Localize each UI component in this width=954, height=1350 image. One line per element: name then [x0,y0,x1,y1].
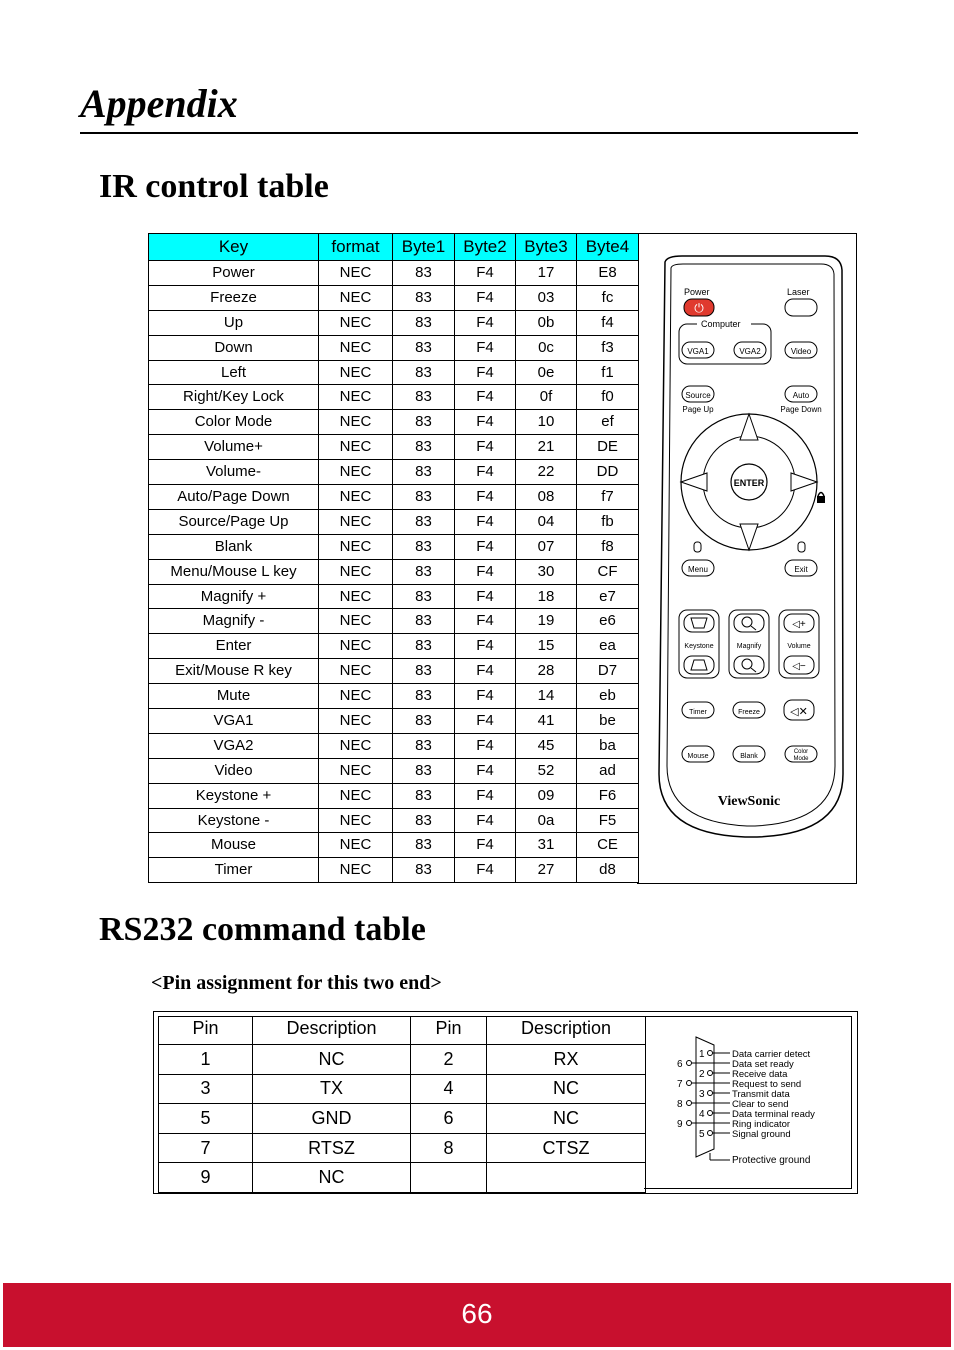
cell-format: NEC [319,858,393,883]
col-description-b: Description [487,1017,646,1045]
cell-description-a: TX [253,1074,411,1104]
cell-byte3: 17 [516,261,577,286]
cell-byte4: f0 [577,385,639,410]
cell-byte1: 83 [393,335,455,360]
table-row [149,385,639,410]
cell-key: Video [149,758,319,783]
cell-byte2: F4 [455,335,516,360]
cell-key: Down [149,335,319,360]
vga2-label: VGA2 [739,347,761,356]
cell-byte3: 0c [516,335,577,360]
exit-label: Exit [794,565,808,574]
mode-label: Mode [793,756,809,762]
table-row [159,1045,646,1075]
cell-byte4: f8 [577,534,639,559]
cell-byte4: D7 [577,659,639,684]
title-divider [80,132,858,134]
cell-byte2: F4 [455,584,516,609]
cell-pin-a: 9 [159,1163,253,1193]
cell-key: Mouse [149,833,319,858]
cell-key: Timer [149,858,319,883]
cell-format: NEC [319,634,393,659]
pin-number: 1 [699,1049,705,1060]
cell-key: Auto/Page Down [149,485,319,510]
menu-label: Menu [687,565,709,574]
cell-byte1: 83 [393,435,455,460]
cell-byte2: F4 [455,783,516,808]
table-row [149,460,639,485]
cell-byte1: 83 [393,634,455,659]
cell-byte3: 07 [516,534,577,559]
pin-number: 9 [677,1119,683,1130]
pin-number: 5 [699,1129,705,1140]
col-byte1: Byte1 [393,234,455,261]
cell-byte3: 15 [516,634,577,659]
remote-laser-label: Laser [787,287,810,297]
cell-byte1: 83 [393,584,455,609]
cell-byte2: F4 [455,485,516,510]
cell-byte2: F4 [455,559,516,584]
cell-format: NEC [319,410,393,435]
cell-byte4: fb [577,509,639,534]
cell-byte1: 83 [393,659,455,684]
cell-byte2: F4 [455,435,516,460]
table-row [149,559,639,584]
cell-byte2: F4 [455,509,516,534]
blank-label: Blank [740,753,758,760]
cell-byte2: F4 [455,385,516,410]
cell-format: NEC [319,684,393,709]
cell-byte3: 31 [516,833,577,858]
cell-key: Magnify + [149,584,319,609]
table-row [149,485,639,510]
col-byte4: Byte4 [577,234,639,261]
cell-key: Enter [149,634,319,659]
cell-byte3: 52 [516,758,577,783]
vga1-label: VGA1 [687,347,709,356]
volume-plus-icon: ◁+ [792,619,806,630]
pin-dot [708,1131,713,1136]
table-row [149,360,639,385]
signal-label: Clear to send [732,1099,789,1110]
cell-byte4: fc [577,285,639,310]
db9-pinout-diagram [644,1017,852,1190]
cell-format: NEC [319,659,393,684]
db9-pinout-panel [644,1016,852,1189]
auto-label: Auto [792,391,810,400]
table-row [149,659,639,684]
cell-byte4: eb [577,684,639,709]
signal-label: Signal ground [732,1129,791,1140]
page-title: Appendix [80,81,238,126]
table-row [149,335,639,360]
magnify-plus-button[interactable] [734,614,764,632]
pin-assignment-heading: <Pin assignment for this two end> [151,972,442,994]
video-label: Video [790,347,812,356]
viewsonic-logo: ViewSonic [717,794,781,809]
cell-byte3: 30 [516,559,577,584]
cell-key: VGA2 [149,733,319,758]
cell-format: NEC [319,460,393,485]
cell-byte2: F4 [455,310,516,335]
cell-format: NEC [319,609,393,634]
signal-label: Data carrier detect [732,1049,811,1060]
cell-byte3: 09 [516,783,577,808]
cell-description-a: NC [253,1045,411,1075]
keystone-plus-button[interactable] [684,614,714,632]
cell-pin-b [411,1163,487,1193]
cell-byte1: 83 [393,460,455,485]
col-description-a: Description [253,1017,411,1045]
cell-key: Left [149,360,319,385]
table-row [159,1133,646,1163]
cell-byte2: F4 [455,858,516,883]
cell-byte2: F4 [455,833,516,858]
cell-byte3: 45 [516,733,577,758]
cell-description-b [487,1163,646,1193]
cell-key: Keystone - [149,808,319,833]
pin-number: 6 [677,1059,683,1070]
pin-dot [687,1061,692,1066]
magnify-minus-button[interactable] [734,656,764,674]
table-row [149,858,639,883]
cell-byte2: F4 [455,609,516,634]
table-row [149,733,639,758]
cell-format: NEC [319,783,393,808]
cell-byte2: F4 [455,634,516,659]
rs232-section-title: RS232 command table [99,911,426,948]
signal-label: Data set ready [732,1059,794,1070]
cell-byte4: e6 [577,609,639,634]
signal-label: Data terminal ready [732,1109,815,1120]
cell-byte1: 83 [393,808,455,833]
laser-button[interactable] [785,299,817,316]
table-row [149,808,639,833]
cell-byte3: 21 [516,435,577,460]
cell-format: NEC [319,808,393,833]
cell-key: Magnify - [149,609,319,634]
enter-label: ENTER [733,478,765,488]
cell-pin-b: 6 [411,1104,487,1134]
lock-icon [817,496,825,503]
cell-byte1: 83 [393,485,455,510]
cell-byte3: 41 [516,709,577,734]
cell-description-b: NC [487,1104,646,1134]
cell-byte2: F4 [455,534,516,559]
signal-label: Request to send [732,1079,802,1090]
cell-byte2: F4 [455,709,516,734]
footer-band [3,1283,951,1347]
cell-byte4: DE [577,435,639,460]
table-row [149,684,639,709]
cell-byte3: 19 [516,609,577,634]
table-row [149,261,639,286]
cell-byte2: F4 [455,261,516,286]
cell-byte3: 03 [516,285,577,310]
cell-byte1: 83 [393,783,455,808]
cell-key: Up [149,310,319,335]
cell-byte3: 10 [516,410,577,435]
cell-format: NEC [319,534,393,559]
cell-byte2: F4 [455,285,516,310]
pin-dot [687,1101,692,1106]
cell-byte2: F4 [455,460,516,485]
cell-byte1: 83 [393,509,455,534]
mouse-label: Mouse [687,753,709,760]
cell-key: Keystone + [149,783,319,808]
cell-byte2: F4 [455,684,516,709]
cell-byte1: 83 [393,385,455,410]
cell-description-a: NC [253,1163,411,1193]
cell-byte4: CE [577,833,639,858]
remote-control-illustration [637,234,857,885]
col-key: Key [149,234,319,261]
pin-dot [708,1051,713,1056]
pin-dot [708,1091,713,1096]
cell-byte2: F4 [455,808,516,833]
cell-format: NEC [319,285,393,310]
pin-number: 3 [699,1089,705,1100]
cell-byte4: be [577,709,639,734]
cell-byte1: 83 [393,609,455,634]
cell-format: NEC [319,435,393,460]
cell-byte4: DD [577,460,639,485]
cell-byte1: 83 [393,559,455,584]
cell-byte3: 0f [516,385,577,410]
table-row [149,534,639,559]
remote-computer-label: Computer [701,319,741,329]
cell-byte4: e7 [577,584,639,609]
remote-power-label: Power [684,287,710,297]
cell-byte1: 83 [393,709,455,734]
source-label: Source [685,391,711,400]
cell-pin-a: 1 [159,1045,253,1075]
table-row [149,758,639,783]
cell-byte4: f3 [577,335,639,360]
cell-byte1: 83 [393,758,455,783]
rs232-pin-table [158,1016,646,1193]
volume-minus-icon: ◁− [792,661,806,672]
cell-byte1: 83 [393,534,455,559]
cell-byte2: F4 [455,360,516,385]
signal-label: Receive data [732,1069,788,1080]
cell-byte3: 22 [516,460,577,485]
cell-byte1: 83 [393,310,455,335]
cell-byte4: f1 [577,360,639,385]
table-row [149,584,639,609]
ir-control-table [148,233,639,883]
protective-ground-label: Protective ground [732,1155,811,1166]
cell-format: NEC [319,758,393,783]
color-label: Color [793,749,809,755]
cell-byte3: 04 [516,509,577,534]
table-row [149,310,639,335]
table-row [149,833,639,858]
col-byte3: Byte3 [516,234,577,261]
remote-illustration-panel [637,233,857,884]
cell-byte3: 27 [516,858,577,883]
magnify-label: Magnify [736,643,762,650]
page-number: 66 [461,1298,493,1329]
cell-description-b: CTSZ [487,1133,646,1163]
table-row [159,1074,646,1104]
cell-format: NEC [319,709,393,734]
table-row [149,709,639,734]
cell-key: Right/Key Lock [149,385,319,410]
cell-format: NEC [319,360,393,385]
freeze-label: Freeze [738,709,760,716]
page-up-label: Page Up [682,405,714,414]
pin-dot [708,1071,713,1076]
cell-key: Exit/Mouse R key [149,659,319,684]
cell-byte3: 28 [516,659,577,684]
cell-key: Volume+ [149,435,319,460]
rs232-table-header [159,1017,646,1045]
pin-number: 4 [699,1109,705,1120]
cell-key: Power [149,261,319,286]
pin-dot [687,1121,692,1126]
cell-format: NEC [319,335,393,360]
cell-byte3: 0a [516,808,577,833]
cell-format: NEC [319,833,393,858]
ir-table-header [149,234,639,261]
col-pin-a: Pin [159,1017,253,1045]
cell-byte4: d8 [577,858,639,883]
cell-description-a: GND [253,1104,411,1134]
table-row [149,410,639,435]
cell-format: NEC [319,485,393,510]
keystone-minus-button[interactable] [684,656,714,674]
cell-byte3: 0b [516,310,577,335]
cell-byte4: f4 [577,310,639,335]
cell-key: Source/Page Up [149,509,319,534]
cell-key: Color Mode [149,410,319,435]
pin-dot [687,1081,692,1086]
cell-pin-b: 8 [411,1133,487,1163]
table-row [159,1163,646,1193]
pin-number: 8 [677,1099,683,1110]
cell-format: NEC [319,733,393,758]
table-row [149,634,639,659]
cell-byte1: 83 [393,410,455,435]
cell-byte1: 83 [393,733,455,758]
table-row [159,1104,646,1134]
cell-description-b: RX [487,1045,646,1075]
cell-byte2: F4 [455,733,516,758]
cell-format: NEC [319,509,393,534]
cell-pin-b: 2 [411,1045,487,1075]
cell-byte1: 83 [393,833,455,858]
volume-label: Volume [787,643,811,650]
cell-byte4: E8 [577,261,639,286]
table-row [149,783,639,808]
cell-key: VGA1 [149,709,319,734]
cell-byte3: 08 [516,485,577,510]
cell-byte4: ba [577,733,639,758]
cell-format: NEC [319,584,393,609]
cell-byte4: F6 [577,783,639,808]
table-row [149,285,639,310]
cell-byte1: 83 [393,360,455,385]
cell-format: NEC [319,261,393,286]
cell-key: Freeze [149,285,319,310]
mute-icon: ◁✕ [790,706,808,718]
signal-label: Ring indicator [732,1119,791,1130]
col-pin-b: Pin [411,1017,487,1045]
cell-byte4: ef [577,410,639,435]
cell-key: Mute [149,684,319,709]
signal-label: Transmit data [732,1089,790,1100]
cell-pin-a: 5 [159,1104,253,1134]
power-icon: ⏻ [694,301,704,315]
cell-byte2: F4 [455,410,516,435]
cell-byte2: F4 [455,758,516,783]
cell-pin-b: 4 [411,1074,487,1104]
page-down-label: Page Down [780,405,822,414]
cell-pin-a: 3 [159,1074,253,1104]
cell-byte3: 18 [516,584,577,609]
pin-number: 7 [677,1079,683,1090]
cell-byte2: F4 [455,659,516,684]
col-format: format [319,234,393,261]
cell-byte1: 83 [393,858,455,883]
cell-byte4: CF [577,559,639,584]
cell-byte4: F5 [577,808,639,833]
cell-format: NEC [319,310,393,335]
col-byte2: Byte2 [455,234,516,261]
cell-key: Menu/Mouse L key [149,559,319,584]
cell-byte1: 83 [393,261,455,286]
table-row [149,435,639,460]
table-row [149,609,639,634]
cell-description-b: NC [487,1074,646,1104]
cell-format: NEC [319,385,393,410]
cell-format: NEC [319,559,393,584]
cell-byte3: 0e [516,360,577,385]
table-row [149,509,639,534]
pin-dot [708,1111,713,1116]
cell-byte4: ea [577,634,639,659]
timer-label: Timer [689,709,707,716]
pin-number: 2 [699,1069,705,1080]
keystone-label: Keystone [684,643,714,650]
cell-byte1: 83 [393,684,455,709]
cell-byte1: 83 [393,285,455,310]
cell-key: Blank [149,534,319,559]
cell-key: Volume- [149,460,319,485]
cell-byte4: ad [577,758,639,783]
ir-section-title: IR control table [99,168,329,205]
cell-byte3: 14 [516,684,577,709]
cell-pin-a: 7 [159,1133,253,1163]
cell-byte4: f7 [577,485,639,510]
cell-description-a: RTSZ [253,1133,411,1163]
